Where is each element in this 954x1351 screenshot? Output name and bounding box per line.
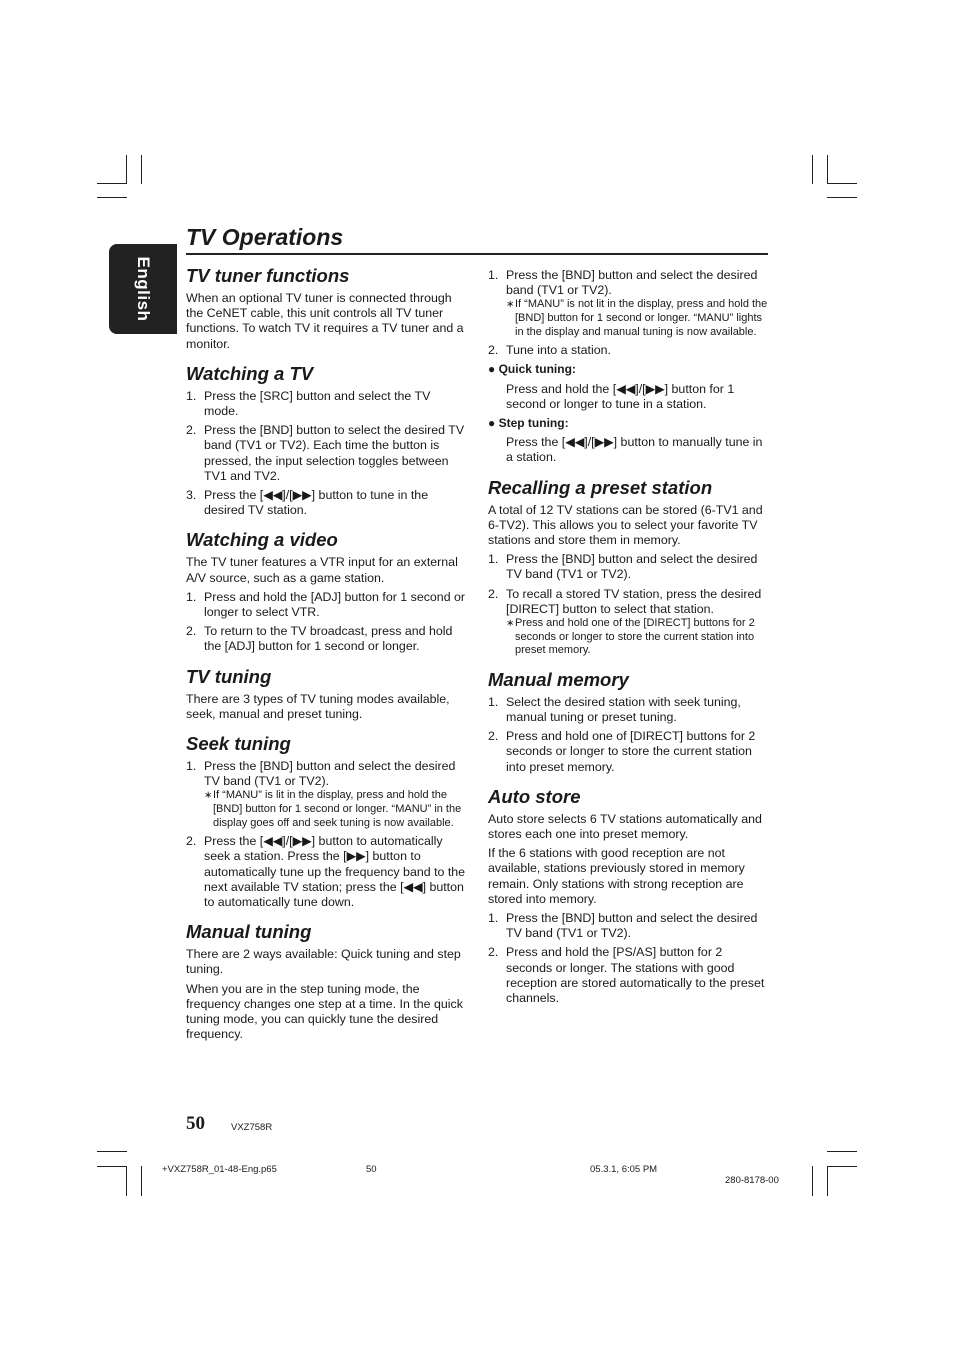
list-item: 2. Press the [◀◀]/[▶▶] button to automatically seek a station. Press the [▶▶] button to automatically tune up the frequency band to the next available TV station; press the [◀◀] button to automatically tune down. [186,834,466,910]
footer-file: +VXZ758R_01-48-Eng.p65 [162,1164,277,1175]
list-item: 2. Press the [BND] button to select the desired TV band (TV1 or TV2). Each time the button is pressed, the input selection toggles between TV1 and TV2. [186,423,465,483]
bullet-label: ● Step tuning: [488,416,569,430]
list-item: 2. Press and hold one of [DIRECT] buttons for 2 seconds or longer to store the current station into preset memory. [488,729,756,774]
title-rule [186,253,768,255]
paragraph: When you are in the step tuning mode, the frequency changes one step at a time. In the quick tuning mode, you can quickly tune the desired frequency. [186,981,463,1042]
section-heading: Watching a video [186,529,338,551]
right-column [488,268,770,1010]
note: ∗ If “MANU” is lit in the display, press and hold the [BND] button for 1 second or longer. “MANU” in the display goes off and seek tuning is now available. [204,789,468,830]
section-watching-video [186,530,468,654]
crop-mark [827,155,828,184]
crop-mark [812,155,813,184]
section-heading: Watching a TV [186,362,314,384]
bullet-label: ● Quick tuning: [488,362,576,377]
section-heading: TV tuner functions [186,265,350,286]
list-item: 1. Select the desired station with seek tuning, manual tuning or preset tuning. [488,694,741,725]
paragraph: There are 2 ways available: Quick tuning and step tuning. [186,947,461,977]
page-title: TV Operations [186,224,344,250]
footer-date: 05.3.1, 6:05 PM [590,1164,658,1175]
paragraph: The TV tuner features a VTR input for an external A/V source, such as a game station. [186,555,458,585]
model-code: VXZ758R [231,1122,273,1133]
crop-mark [97,1166,127,1167]
section-tv-tuner [186,266,468,352]
section-manual-tuning [186,922,468,1042]
language-tab [109,244,177,334]
crop-mark [97,183,127,184]
list-item: 1. Press the [SRC] button and select the TV mode. [186,388,431,419]
paragraph: When an optional TV tuner is connected through the CeNET cable, this unit controls all TV tuner functions. To watch TV it requires a TV tuner and a monitor. [186,291,464,351]
section-manual-memory [488,670,770,775]
section-recall-preset [488,478,770,658]
list-item: 3. Press the [◀◀]/[▶▶] button to tune in the desired TV station. [186,488,429,518]
section-auto-store [488,787,770,1006]
paragraph: There are 3 types of TV tuning modes available, seek, manual and preset tuning. [186,691,450,721]
crop-mark [97,1151,127,1152]
crop-mark [97,197,127,198]
crop-mark [827,183,857,184]
crop-mark [126,155,127,184]
crop-mark [827,1166,857,1167]
footer-page: 50 [366,1164,377,1175]
paragraph: Press the [◀◀]/[▶▶] button to manually tune in a station. [506,435,763,465]
section-tv-tuning [186,667,468,722]
list-item: 2. To return to the TV broadcast, press and hold the [ADJ] button for 1 second or longer. [186,624,453,654]
page-number: 50 [186,1113,205,1134]
footer-code: 280-8178-00 [725,1175,779,1186]
crop-mark [827,1151,857,1152]
section-heading: Recalling a preset station [488,476,713,498]
list-item: 2. To recall a stored TV station, press the desired [DIRECT] button to select that station. ∗ Press and hold one of the [DIRECT] buttons for 2 seconds or longer to store the current station into preset memory. [488,587,770,658]
paragraph: If the 6 stations with good reception are not available, stations previously stored in memory remain. Only stations with strong reception are stored into memory. [488,846,745,906]
paragraph: Press and hold the [◀◀]/[▶▶] button for 1 second or longer to tune in a station. [506,381,735,411]
crop-mark [827,1166,828,1196]
crop-mark [141,1166,142,1196]
section-seek-tuning [186,734,468,910]
section-heading: TV tuning [186,665,272,687]
list-item: 1. Press the [BND] button and select the desired TV band (TV1 or TV2). [488,552,758,582]
language-tab-label: English [134,256,153,322]
crop-mark [827,197,857,198]
list-item: 2. Tune into a station. [488,343,611,358]
crop-mark [126,1166,127,1196]
list-item: 1. Press and hold the [ADJ] button for 1 second or longer to select VTR. [186,589,466,620]
section-heading: Auto store [488,785,581,807]
crop-mark [812,1166,813,1196]
list-item: 1. Press the [BND] button and select the desired TV band (TV1 or TV2). ∗ If “MANU” is lit in the display, press and hold the [BND] button for 1 second or longer. “MANU” in the display goes off and seek tuning is now available. [186,759,468,830]
paragraph: A total of 12 TV stations can be stored (6-TV1 and 6-TV2). This allows you to select your favorite TV stations and store them in memory. [488,502,763,548]
list-item: 1. Press the [BND] button and select the desired TV band (TV1 or TV2). [488,911,758,941]
section-heading: Manual tuning [186,921,312,943]
section-heading: Manual memory [488,668,629,690]
paragraph: Auto store selects 6 TV stations automatically and stores each one into preset memory. [488,811,762,842]
crop-mark [141,155,142,184]
section-watching-tv [186,364,468,519]
left-column [186,266,468,1046]
section-heading: Seek tuning [186,733,291,755]
note: ∗ If “MANU” is not lit in the display, press and hold the [BND] button for 1 second or longer. “MANU” lights in the display and manual tuning is now available. [506,298,770,339]
list-item: 2. Press and hold the [PS/AS] button for 2 seconds or longer. The stations with good reception are stored automatically to the preset channels. [488,945,765,1006]
list-item: 1. Press the [BND] button and select the desired band (TV1 or TV2). ∗ If “MANU” is not lit in the display, press and hold the [BND] button for 1 second or longer. “MANU” lights in the display and manual tuning is now available. [488,268,770,339]
note: ∗ Press and hold one of the [DIRECT] buttons for 2 seconds or longer to store the current station into preset memory. [506,617,770,658]
